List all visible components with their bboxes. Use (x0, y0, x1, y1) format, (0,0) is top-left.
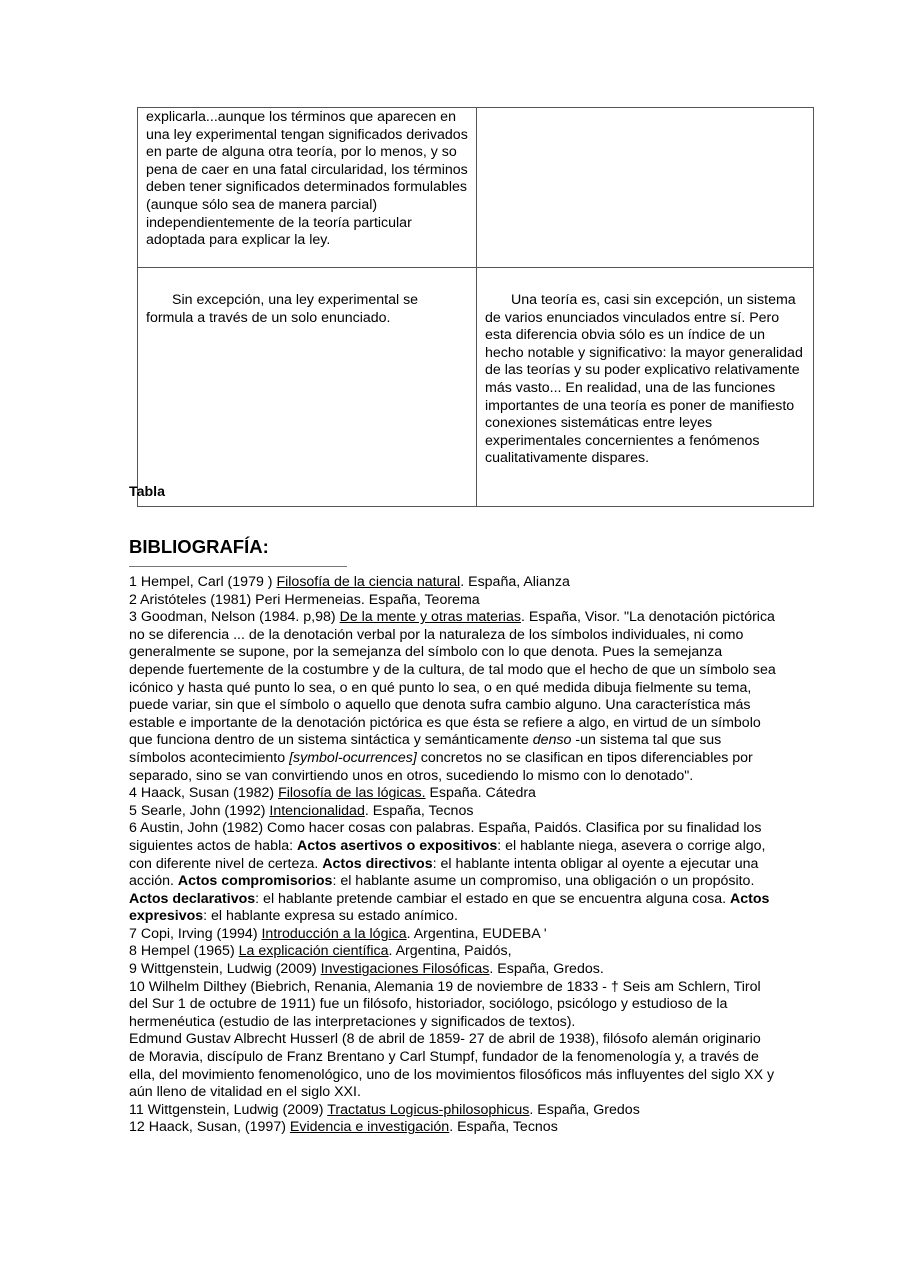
bibliography-heading: BIBLIOGRAFÍA: (129, 536, 269, 557)
note-title: Investigaciones Filosóficas (320, 961, 490, 978)
note-text: . España, Tecnos (449, 1119, 558, 1136)
note-title: Filosofía de la ciencia natural (276, 574, 461, 590)
note-title: Filosofía de las lógicas. (278, 785, 426, 802)
note-italic: [symbol-ocurrences] (289, 749, 417, 766)
table-cell-theory (477, 268, 814, 507)
footnote-7 (129, 926, 779, 944)
note-bold: Actos expresivos (129, 890, 770, 925)
footnote-12 (129, 1119, 779, 1137)
note-bold: Actos compromisorios (177, 873, 333, 890)
note-bold: Actos declarativos (129, 890, 256, 907)
footnote-9 (129, 961, 779, 979)
note-text: 6 Austin, John (1982) Como hacer cosas con palabras. España, Paidós. Clasifica por su finalidad los siguientes actos de habla: (129, 820, 762, 854)
note-text: . España, Gredos (529, 1101, 640, 1118)
footnote-3 (129, 609, 779, 785)
note-text: 8 Hempel (1965) (129, 943, 239, 960)
note-title: Intencionalidad (269, 802, 365, 819)
table-cell-law (138, 268, 477, 507)
table-caption: Tabla (129, 484, 166, 500)
table-row (138, 108, 814, 268)
footnote-10: 10 Wilhelm Dilthey (Biebrich, Renania, Alemania 19 de noviembre de 1833 - † Seis am Schlern, Tirol del Sur 1 de octubre de 1911) fue un filósofo, historiador, sociólogo, psicólogo y estudioso de la hermenéutica (estudio de las interpretaciones y significados de textos). (129, 978, 761, 1030)
footnote-11 (129, 1102, 779, 1120)
cell-text: Sin excepción, una ley experimental se formula a través de un solo enunciado. (146, 292, 419, 326)
note-text: : el hablante asume un compromiso, una obligación o un propósito. (332, 873, 755, 890)
note-text: España. Cátedra (425, 785, 536, 802)
note-text: : el hablante intenta obligar al oyente a ejecutar una acción. (129, 855, 759, 890)
note-text: . Argentina, Paidós, (388, 943, 512, 960)
note-text: concretos no se clasifican en tipos diferenciables por separado, sino se van convirtiendo unos en otros, sucediendo lo mismo con lo denotado". (129, 749, 753, 784)
note-text: : el hablante pretende cambiar el estado en que se encuentra alguna cosa. (255, 890, 730, 907)
footnote-2: 2 Aristóteles (1981) Peri Hermeneias. España, Teorema (129, 591, 480, 608)
note-text: . Argentina, EUDEBA ' (406, 925, 547, 942)
table-cell-theory (477, 108, 814, 268)
note-text: : el hablante expresa su estado anímico. (203, 908, 458, 925)
note-text: . España, Visor. "La denotación pictórica no se diferencia ... de la denotación verbal por la naturaleza de los símbolos individuales, ni como generalmente se supone, por la semejanza del símbolo con lo que denota. Pues la semejanza depende fuertemente de la costumbre y de la cultura, de tal modo que el hecho de que un símbolo sea icónico y hasta qué punto lo sea, o en qué punto lo sea, o en qué medida dibuja fielmente su tema, puede variar, sin que el símbolo o aquello que denota sufra cambio alguno. Una característica más estable e importante de la denotación pictórica es que ésta se refiere a algo, en virtud de un símbolo que funciona dentro de un sistema sintáctica y semánticamente (129, 609, 776, 749)
note-title: Tractatus Logicus-philosophicus (327, 1101, 530, 1118)
note-title: Introducción a la lógica (261, 925, 407, 942)
note-text: 1 Hempel, Carl (1979 ) (129, 574, 277, 590)
note-text: . España, Alianza (460, 574, 570, 590)
note-text: -un sistema tal que sus símbolos acontecimiento (129, 732, 722, 766)
note-bold: Actos directivos (322, 855, 433, 872)
footnote-10-husserl: Edmund Gustav Albrecht Husserl (8 de abril de 1859- 27 de abril de 1938), filósofo alemán originario de Moravia, discípulo de Franz Brentano y Carl Stumpf, fundador de la fenomenología y, a través de ella, del movimiento fenomenológico, uno de los movimientos filosóficos más influyentes del siglo XX y aún lleno de vitalidad en el siglo XXI. (129, 1031, 775, 1101)
footnote-1 (129, 574, 779, 592)
table-row (138, 268, 814, 507)
table-cell-law (138, 108, 477, 268)
note-bold: Actos asertivos o expositivos (297, 837, 498, 854)
note-text: 9 Wittgenstein, Ludwig (2009) (129, 961, 321, 978)
comparison-table (137, 107, 814, 507)
note-text: 5 Searle, John (1992) (129, 802, 270, 819)
footnote-separator (129, 566, 347, 567)
note-text: 7 Copi, Irving (1994) (129, 925, 262, 942)
cell-text: Una teoría es, casi sin excepción, un sistema de varios enunciados vinculados entre sí. Pero esta diferencia obvia sólo es un índice de un hecho notable y significativo: la mayor generalidad de las teorías y su poder explicativo relativamente más vasto... En realidad, una de las funciones importantes de una teoría es poner de manifiesto conexiones sistemáticas entre leyes experimentales concernientes a fenómenos cualitativamente dispares. (485, 292, 803, 467)
footnote-5 (129, 803, 779, 821)
note-text: : el hablante niega, asevera o corrige algo, con diferente nivel de certeza. (129, 837, 766, 872)
note-text: . España, Gredos. (489, 961, 604, 978)
note-text: 12 Haack, Susan, (1997) (129, 1119, 290, 1136)
note-title: De la mente y otras materias (339, 609, 521, 626)
note-text: 11 Wittgenstein, Ludwig (2009) (129, 1101, 328, 1118)
note-italic: denso (532, 732, 572, 749)
footnote-8 (129, 943, 779, 961)
bibliography-notes (129, 574, 779, 1137)
note-text: 3 Goodman, Nelson (1984. p,98) (129, 609, 340, 626)
note-title: La explicación científica (238, 943, 389, 960)
note-text: . España, Tecnos (364, 802, 474, 819)
footnote-6 (129, 820, 779, 926)
footnote-4 (129, 785, 779, 803)
note-text: 4 Haack, Susan (1982) (129, 785, 279, 802)
note-title: Evidencia e investigación (289, 1119, 450, 1136)
cell-text: explicarla...aunque los términos que aparecen en una ley experimental tengan significados derivados en parte de alguna otra teoría, por lo menos, y so pena de caer en una fatal circularidad, los términos deben tener significados determinados formulables (aunque sólo sea de manera parcial) independientemente de la teoría particular adoptada para explicar la ley. (146, 109, 468, 249)
